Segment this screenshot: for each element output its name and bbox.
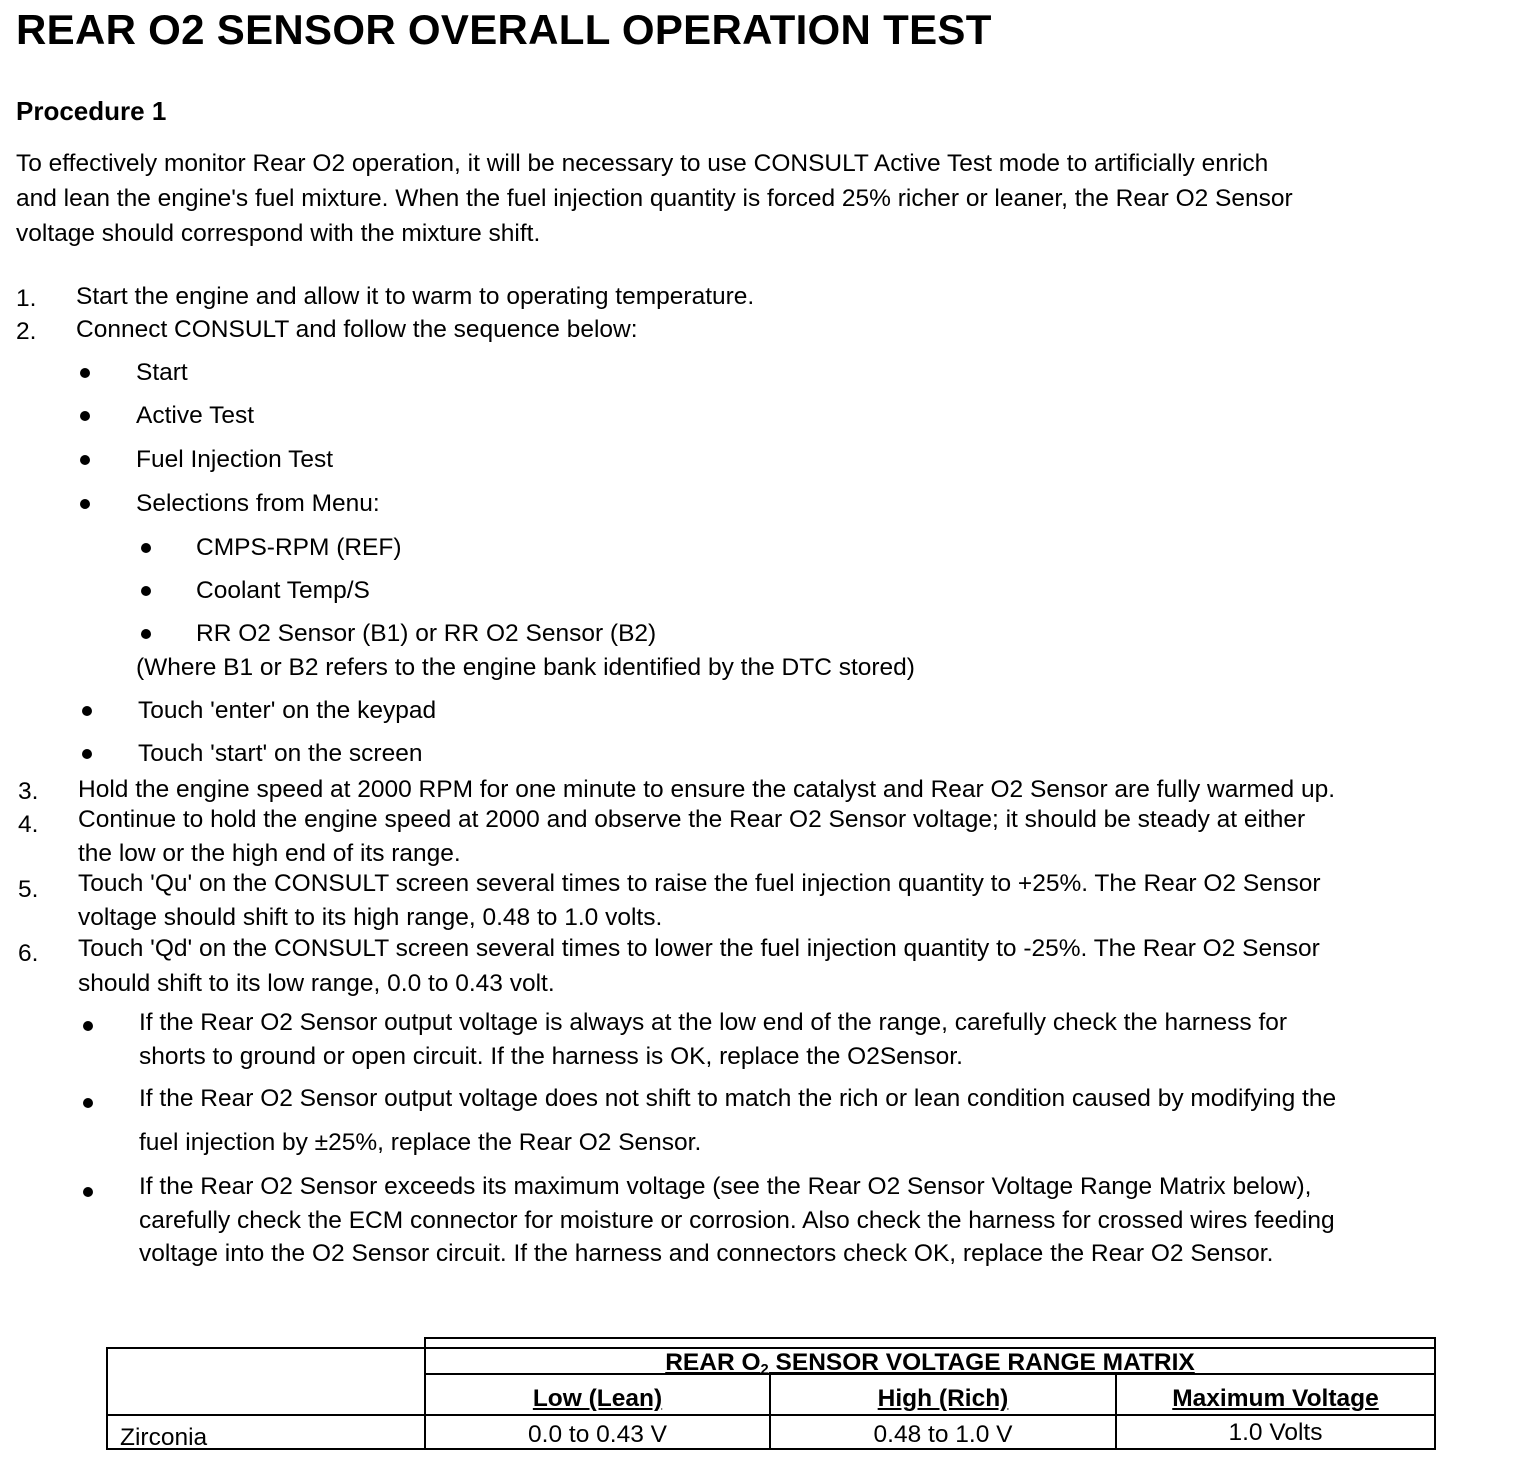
- step-text: the low or the high end of its range.: [78, 840, 461, 867]
- step-text: should shift to its low range, 0.0 to 0.43 volt.: [78, 970, 555, 997]
- bullet-icon: [82, 749, 92, 759]
- check-text: voltage into the O2 Sensor circuit. If the harness and connectors check OK, replace the Rear O2 Sensor.: [139, 1240, 1274, 1267]
- menu-selection: CMPS-RPM (REF): [196, 534, 402, 561]
- matrix-title: REAR $O_2$ SENSOR VOLTAGE RANGE MATRIX: [665, 1349, 1195, 1378]
- step-text: voltage should shift to its high range, 0.48 to 1.0 volts.: [78, 904, 663, 931]
- row-sensor-type: Zirconia: [120, 1424, 208, 1451]
- bullet-icon: [80, 411, 90, 421]
- bullet-icon: [141, 586, 151, 596]
- step-number: 4.: [18, 811, 39, 838]
- table-border: [106, 1414, 1436, 1416]
- header-max: Maximum Voltage: [1172, 1385, 1379, 1412]
- page-title: REAR O2 SENSOR OVERALL OPERATION TEST: [16, 6, 992, 53]
- table-border: [106, 1347, 108, 1450]
- step-number: 2.: [16, 318, 37, 345]
- bullet-icon: [80, 499, 90, 509]
- step-number: 5.: [18, 876, 39, 903]
- step-number: 3.: [18, 778, 39, 805]
- bullet-icon: [83, 1187, 93, 1197]
- check-text: fuel injection by ±25%, replace the Rear O2 Sensor.: [139, 1129, 702, 1156]
- step-text: Touch 'Qu' on the CONSULT screen several times to raise the fuel injection quantity to +25%. The Rear O2 Sensor: [78, 870, 1321, 897]
- cell-low: 0.0 to 0.43 V: [528, 1421, 667, 1448]
- intro-line: and lean the engine's fuel mixture. When the fuel injection quantity is forced 25% richer or leaner, the Rear O2 Sensor: [16, 185, 1293, 212]
- table-border: [424, 1337, 1436, 1339]
- intro-paragraph: [16, 146, 1516, 251]
- check-text: shorts to ground or open circuit. If the harness is OK, replace the O2Sensor.: [139, 1043, 963, 1070]
- sequence-item: Touch 'enter' on the keypad: [138, 697, 437, 724]
- sequence-item: Active Test: [136, 402, 255, 429]
- step-text: Hold the engine speed at 2000 RPM for one minute to ensure the catalyst and Rear O2 Sensor are fully warmed up.: [78, 776, 1336, 803]
- cell-high: 0.48 to 1.0 V: [873, 1421, 1013, 1448]
- sequence-item: Selections from Menu:: [136, 490, 380, 517]
- bullet-icon: [141, 543, 151, 553]
- step-text: Touch 'Qd' on the CONSULT screen several times to lower the fuel injection quantity to -25%. The Rear O2 Sensor: [78, 935, 1320, 962]
- step-number: 1.: [16, 285, 37, 312]
- check-text: If the Rear O2 Sensor exceeds its maximum voltage (see the Rear O2 Sensor Voltage Range Matrix below),: [139, 1173, 1312, 1200]
- sequence-item: Fuel Injection Test: [136, 446, 334, 473]
- check-text: If the Rear O2 Sensor output voltage is always at the low end of the range, carefully check the harness for: [139, 1009, 1288, 1036]
- bullet-icon: [141, 629, 151, 639]
- menu-selection: Coolant Temp/S: [196, 577, 370, 604]
- step-number: 6.: [18, 940, 39, 967]
- step-text: Connect CONSULT and follow the sequence below:: [76, 316, 638, 343]
- bank-note: (Where B1 or B2 refers to the engine bank identified by the DTC stored): [136, 654, 915, 681]
- sequence-item: Touch 'start' on the screen: [138, 740, 423, 767]
- bullet-icon: [83, 1098, 93, 1108]
- voltage-range-matrix: [106, 1337, 1436, 1450]
- procedure-heading: Procedure 1: [16, 96, 167, 126]
- intro-line: To effectively monitor Rear O2 operation, it will be necessary to use CONSULT Active Test mode to artificially enrich: [16, 150, 1269, 177]
- intro-line: voltage should correspond with the mixture shift.: [16, 220, 541, 247]
- header-high: High (Rich): [877, 1385, 1009, 1412]
- bullet-icon: [83, 1021, 93, 1031]
- step-text: Start the engine and allow it to warm to operating temperature.: [76, 283, 755, 310]
- check-text: carefully check the ECM connector for moisture or corrosion. Also check the harness for crossed wires feeding: [139, 1207, 1335, 1234]
- bullet-icon: [80, 455, 90, 465]
- header-low: Low (Lean): [532, 1385, 663, 1412]
- bullet-icon: [80, 368, 90, 378]
- sequence-item: Start: [136, 359, 188, 386]
- cell-max: 1.0 Volts: [1228, 1419, 1323, 1446]
- bullet-icon: [82, 706, 92, 716]
- step-text: Continue to hold the engine speed at 2000 and observe the Rear O2 Sensor voltage; it should be steady at either: [78, 806, 1306, 833]
- menu-selection: RR O2 Sensor (B1) or RR O2 Sensor (B2): [196, 620, 657, 647]
- table-border: [1434, 1337, 1436, 1450]
- check-text: If the Rear O2 Sensor output voltage does not shift to match the rich or lean condition caused by modifying the: [139, 1085, 1337, 1112]
